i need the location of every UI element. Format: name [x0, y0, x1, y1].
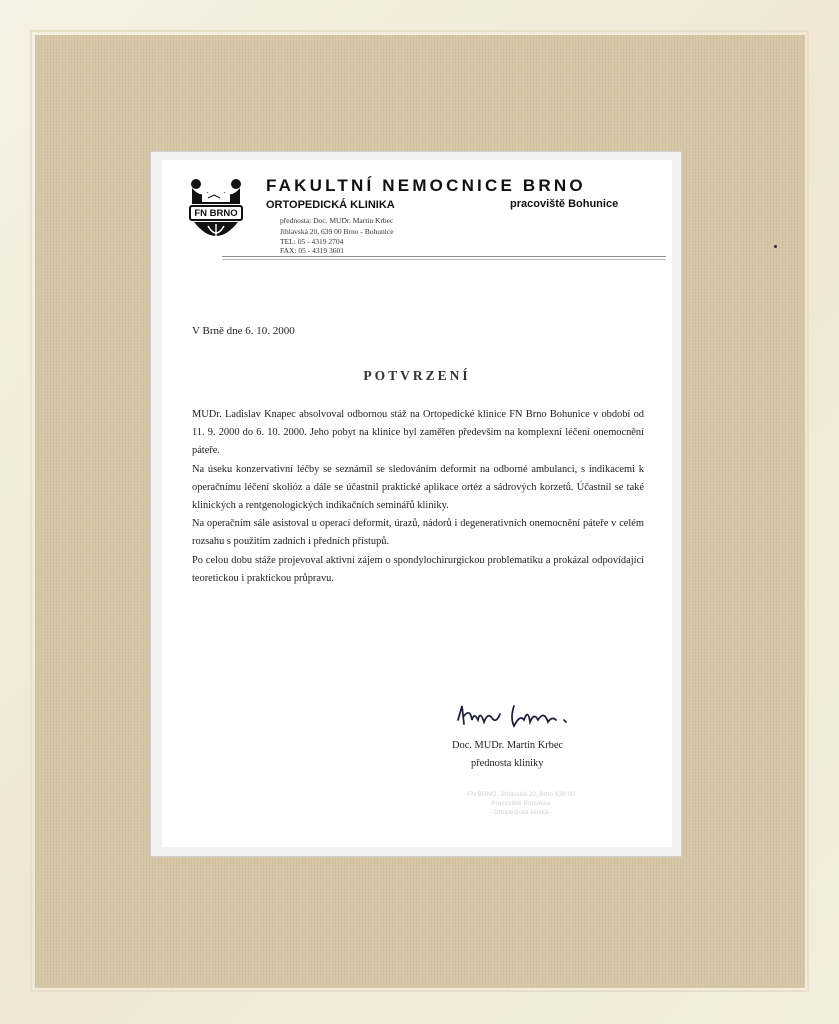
- handwritten-signature: [454, 698, 604, 734]
- paragraph-4: Po celou dobu stáže projevoval aktivní zájem o spondylochirurgickou problematiku a prokázal odpovídající teoretickou i praktickou průpravu.: [192, 554, 644, 584]
- signer-name: Doc. MUDr. Martin Krbec: [452, 740, 564, 751]
- hospital-name: FAKULTNÍ NEMOCNICE BRNO: [266, 176, 586, 195]
- letter-body: [192, 406, 644, 588]
- stamp-line-3: - Ortopedická klinika -: [489, 809, 553, 816]
- clinic-name: ORTOPEDICKÁ KLINIKA: [266, 199, 395, 211]
- letter-paper: [162, 160, 672, 847]
- logo-text: FN BRNO: [194, 208, 238, 219]
- stamp-line-2: Pracoviště Bohunice: [491, 800, 551, 807]
- paragraph-2: Na úseku konzervativní léčby se seznámil se sledováním deformit na odborné ambulanci, s indikacemi k operačnímu léčení skolióz a dále se účastnil praktické aplikace ortéz a sádrových korzetů. Účastnil se také klinických a rentgenologických indikačních seminářů kliniky.: [192, 463, 644, 512]
- clinic-phone: TEL: 05 - 4319 2704: [280, 237, 344, 246]
- letterhead-rule-secondary: [222, 259, 666, 260]
- letterhead-rule: [222, 256, 666, 257]
- clinic-fax: FAX: 05 - 4319 3601: [280, 246, 345, 255]
- clinic-address: Jihlavská 20, 639 00 Brno - Bohunice: [280, 227, 394, 236]
- head-of-clinic: přednosta: Doc. MUDr. Martin Krbec: [280, 216, 394, 225]
- mat-speck: [774, 245, 777, 248]
- faint-stamp: [446, 790, 596, 817]
- document-title: POTVRZENÍ: [363, 368, 471, 383]
- letter-date: V Brně dne 6. 10. 2000: [192, 325, 295, 337]
- stamp-line-1: FN BRNO, Jihlavská 20, Brno 639 00: [467, 791, 575, 798]
- signer-role: přednosta kliniky: [471, 758, 544, 769]
- paragraph-3: Na operačním sále asistoval u operací deformit, úrazů, nádorů i degenerativních onemocnění páteře v celém rozsahu s použitím zadních i předních přístupů.: [192, 518, 644, 548]
- workplace-name: pracoviště Bohunice: [510, 198, 619, 210]
- paragraph-1: MUDr. Ladislav Knapec absolvoval odbornou stáž na Ortopedické klinice FN Brno Bohunice v období od 11. 9. 2000 do 6. 10. 2000. Jeho pobyt na klinice byl zaměřen především na komplexní léčení onemocnění páteře.: [192, 409, 644, 457]
